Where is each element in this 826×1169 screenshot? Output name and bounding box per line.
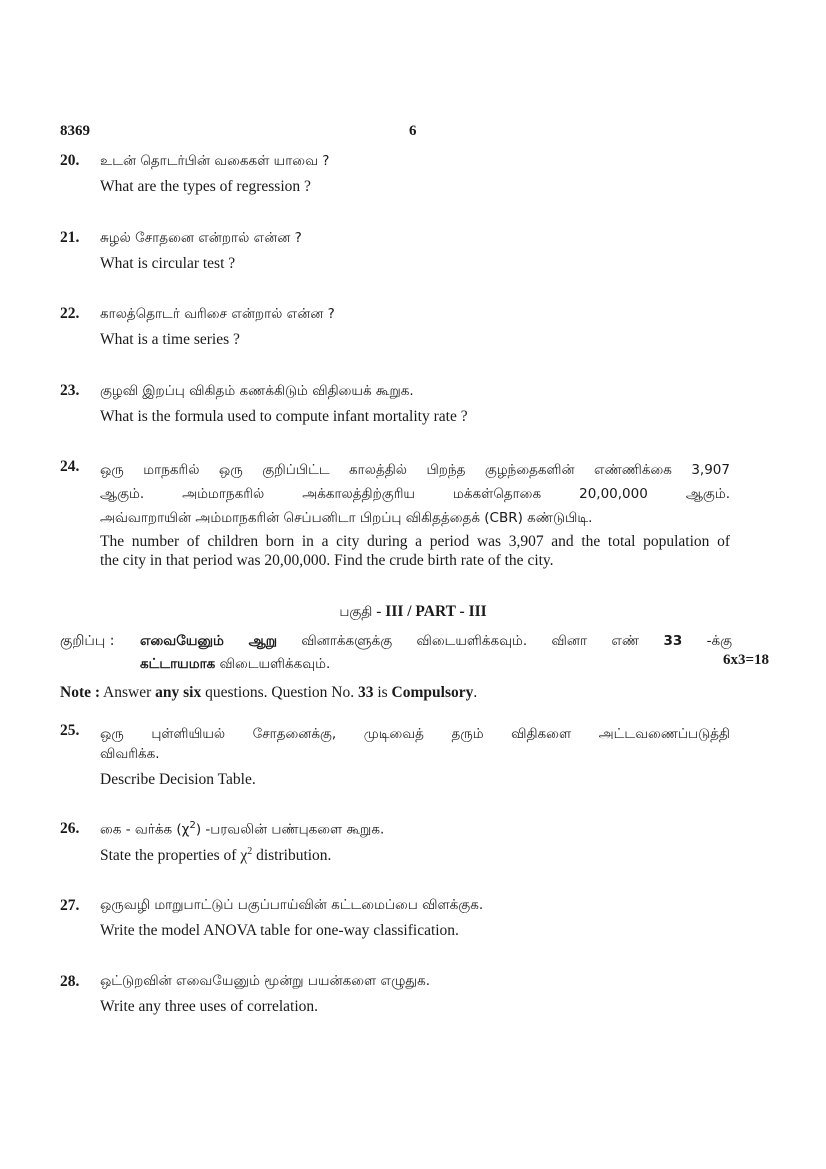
question-english: What is the formula used to compute infant mortality rate ? <box>100 408 468 425</box>
question-english: What are the types of regression ? <box>100 178 311 195</box>
question-tamil: குழவி இறப்பு விகிதம் கணக்கிடும் விதியைக் கூறுக. <box>100 383 414 399</box>
question-tamil-text: கை - வர்க்க (χ <box>100 821 190 838</box>
question-tamil-line: ஆகும். அம்மாநகரில் அக்காலத்திற்குரிய மக்கள்தொகை 20,00,000 ஆகும். <box>100 486 730 502</box>
question-number: 27. <box>60 897 80 914</box>
note-tamil-bold: எவையேனும் ஆறு <box>140 633 278 649</box>
note-english <box>60 684 477 702</box>
question-number: 21. <box>60 229 80 246</box>
question-english <box>100 846 331 865</box>
note-tamil-line <box>140 656 330 674</box>
question-tamil-line: அவ்வாறாயின் அம்மாநகரின் செப்பனிடா பிறப்பு விகிதத்தைக் (CBR) கண்டுபிடி. <box>100 510 593 526</box>
question-number: 24. <box>60 458 80 475</box>
note-tamil-line <box>140 633 732 651</box>
question-number: 20. <box>60 152 80 169</box>
question-tamil: சுழல் சோதனை என்றால் என்ன ? <box>100 230 302 246</box>
question-english: What is circular test ? <box>100 255 236 272</box>
question-number: 28. <box>60 973 80 990</box>
note-tamil-text: -க்கு <box>682 633 733 649</box>
question-english: Write the model ANOVA table for one-way classification. <box>100 922 459 939</box>
question-number: 25. <box>60 722 80 739</box>
question-tamil <box>100 820 384 840</box>
question-number: 23. <box>60 382 80 399</box>
superscript: 2 <box>189 820 196 831</box>
part-title-dash: - <box>372 603 386 620</box>
question-english: Write any three uses of correlation. <box>100 998 319 1015</box>
note-english-text: Answer <box>100 684 156 701</box>
question-english-text: State the properties of χ <box>100 847 248 865</box>
note-tamil-question-number: 33 <box>663 633 683 649</box>
question-tamil: ஒட்டுறவின் எவையேனும் மூன்று பயன்களை எழுதுக. <box>100 973 431 989</box>
note-english-text: . <box>473 684 478 701</box>
question-english-line: The number of children born in a city during a period was 3,907 and the total population of <box>100 533 730 550</box>
part-title-tamil: பகுதி <box>339 604 373 620</box>
question-english-text: distribution. <box>252 847 332 865</box>
question-english: Describe Decision Table. <box>100 771 256 788</box>
document-code: 8369 <box>60 123 90 139</box>
question-tamil-text: ) -பரவலின் பண்புகளை கூறுக. <box>195 821 385 838</box>
note-english-label: Note : <box>60 684 101 701</box>
note-tamil-text: வினாக்களுக்கு விடையளிக்கவும். வினா எண் <box>277 633 664 649</box>
note-english-bold: any six <box>155 684 202 701</box>
part-title-label: III / PART - III <box>385 603 487 620</box>
question-tamil-line: விவரிக்க. <box>100 746 160 762</box>
question-tamil: உடன் தொடர்பின் வகைகள் யாவை ? <box>100 153 330 169</box>
note-english-text: questions. Question No. <box>201 684 358 701</box>
page-number: 6 <box>409 123 417 139</box>
question-tamil-line: ஒரு மாநகரில் ஒரு குறிப்பிட்ட காலத்தில் பிறந்த குழந்தைகளின் எண்ணிக்கை 3,907 <box>100 462 730 478</box>
note-english-text: is <box>373 684 392 701</box>
superscript: 2 <box>247 846 253 857</box>
question-english-line: the city in that period was 20,00,000. Find the crude birth rate of the city. <box>100 552 554 569</box>
question-tamil: ஒருவழி மாறுபாட்டுப் பகுப்பாய்வின் கட்டமைப்பை விளக்குக. <box>100 897 484 913</box>
note-tamil-label: குறிப்பு : <box>60 633 115 649</box>
part-title <box>0 603 826 622</box>
note-english-bold: 33 <box>357 684 374 701</box>
question-number: 26. <box>60 820 80 837</box>
question-tamil: காலத்தொடர் வரிசை என்றால் என்ன ? <box>100 306 335 322</box>
note-english-bold: Compulsory <box>391 684 474 701</box>
note-tamil-text: விடையளிக்கவும். <box>215 656 331 672</box>
question-number: 22. <box>60 305 80 322</box>
question-english: What is a time series ? <box>100 331 240 348</box>
question-tamil-line: ஒரு புள்ளியியல் சோதனைக்கு, முடிவைத் தரும் விதிகளை அட்டவணைப்படுத்தி <box>100 726 730 742</box>
marks-allocation: 6x3=18 <box>722 652 769 668</box>
note-tamil-bold: கட்டாயமாக <box>140 656 216 672</box>
